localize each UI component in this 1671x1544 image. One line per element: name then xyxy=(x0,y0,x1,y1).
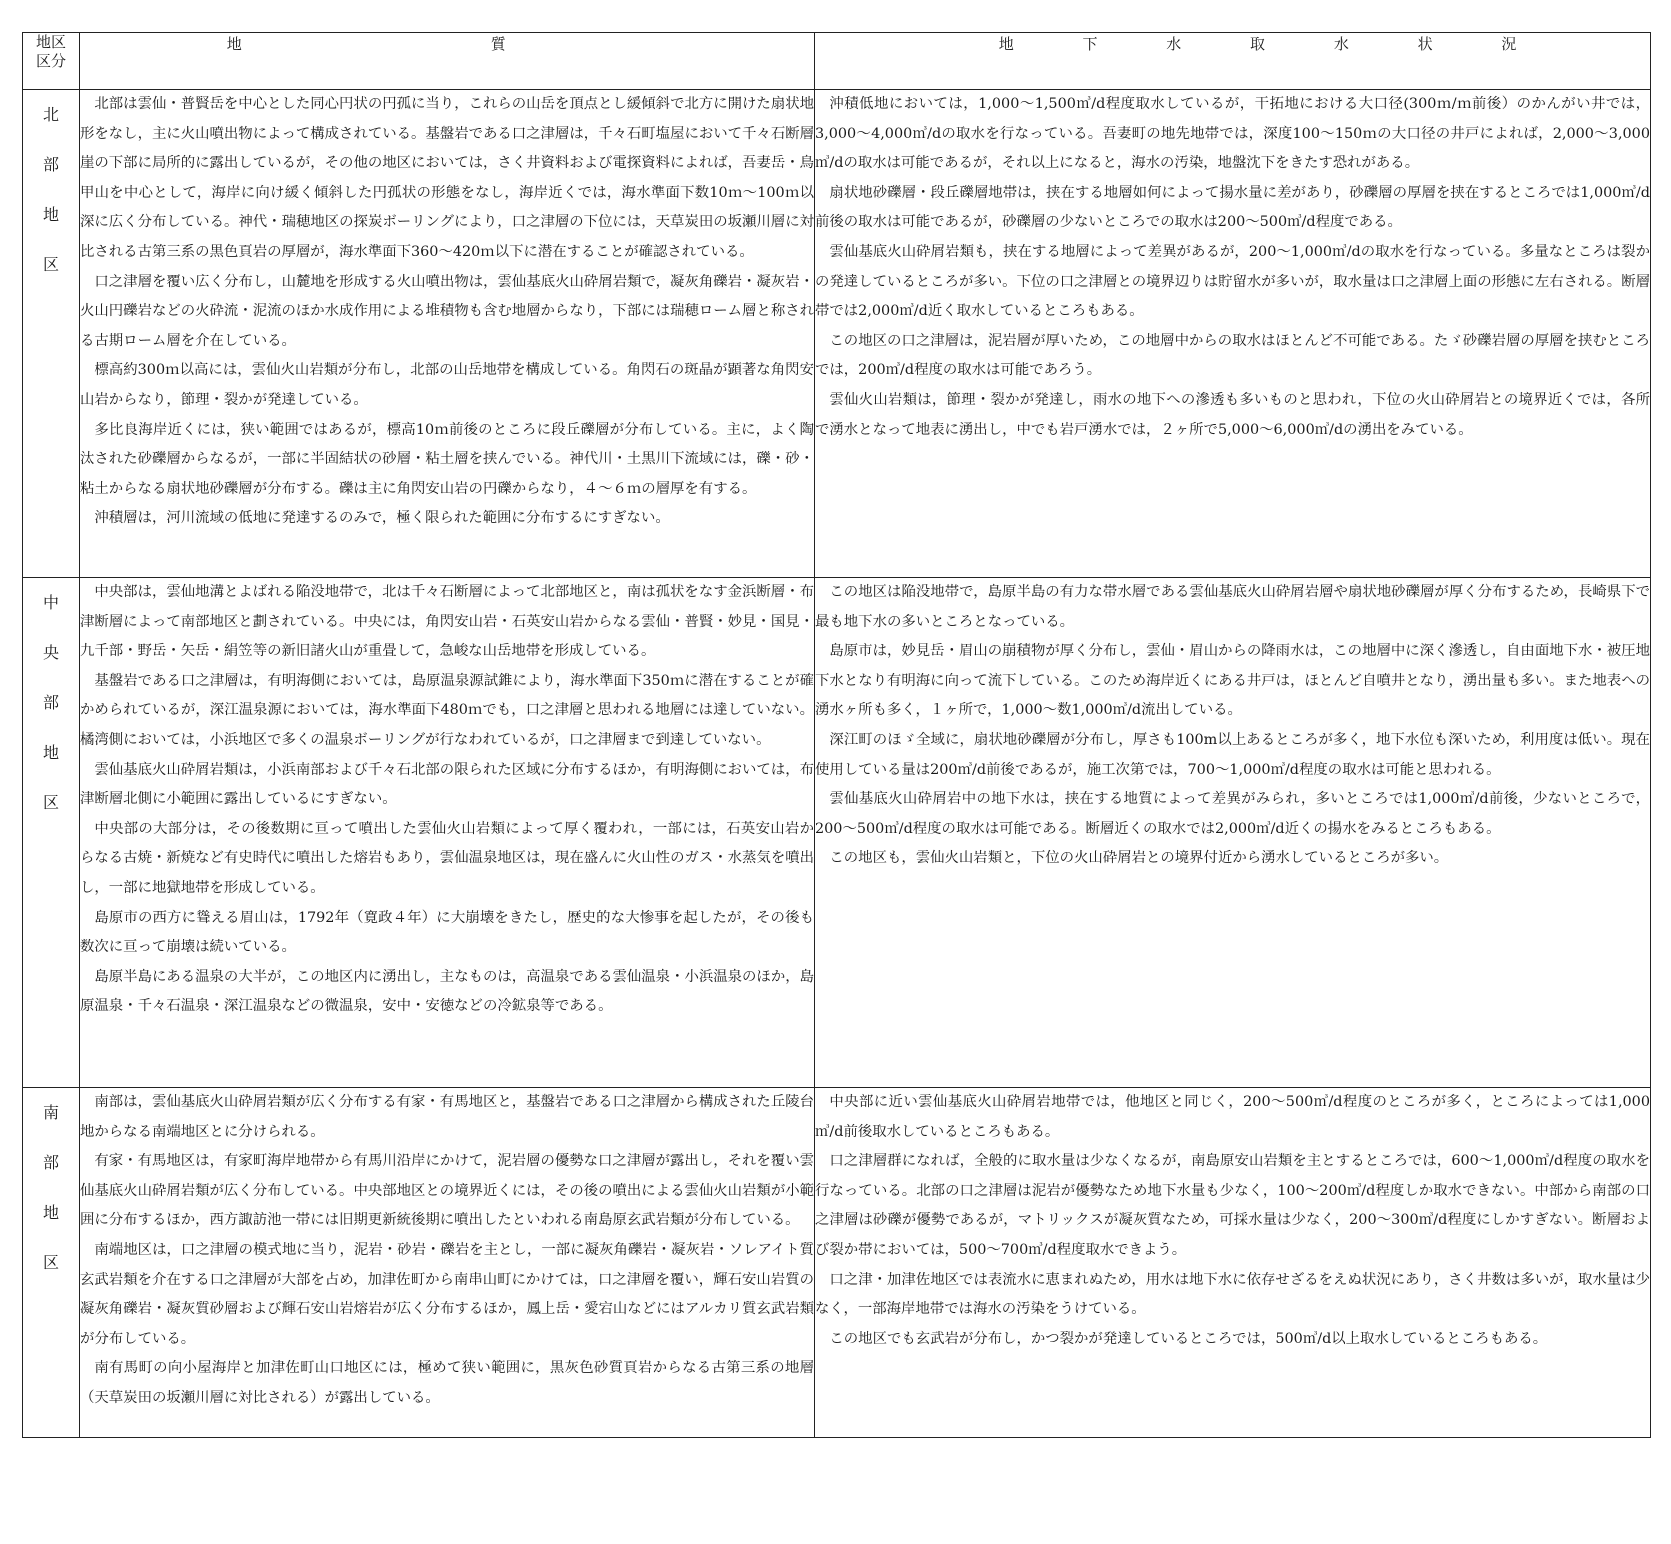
header-water-char: 下 xyxy=(1082,35,1098,53)
paragraph: 口之津層群になれば，全般的に取水量は少なくなるが，南島原安山岩類を主とするところでは，600～1,000㎥/d程度の取水を行なっている。北部の口之津層は泥岩が優勢なため地下水量も少なく，100～200㎥/d程度しか取水できない。中部から南部の口之津層は砂礫が優勢であるが，マトリックスが凝灰質なため，可採水量は少なく，200～300㎥/d程度にしかすぎない。断層および裂か帯においては，500～700㎥/d程度取水できよう。 xyxy=(815,1153,1650,1258)
district-central xyxy=(23,578,80,1088)
paragraph: 南部は，雲仙基底火山砕屑岩類が広く分布する有家・有馬地区と，基盤岩である口之津層から構成された丘陵台地からなる南端地区とに分けられる。 xyxy=(80,1094,814,1140)
geology-groundwater-table xyxy=(22,32,1651,1438)
groundwater-central xyxy=(815,578,1651,1088)
paragraph: この地区でも玄武岩が分布し，かつ裂かが発達しているところでは，500㎥/d以上取水しているところもある。 xyxy=(829,1330,1548,1347)
header-groundwater xyxy=(815,33,1651,90)
district-char: 地 xyxy=(42,1203,59,1222)
district-char: 区 xyxy=(42,1253,59,1272)
district-south xyxy=(23,1088,80,1438)
district-char: 部 xyxy=(42,155,59,174)
paragraph: 雲仙基底火山砕屑岩類は，小浜南部および千々石北部の限られた区域に分布するほか，有明海側においては，布津断層北側に小範囲に露出しているにすぎない。 xyxy=(80,761,814,808)
paragraph: 沖積層は，河川流域の低地に発達するのみで，極く限られた範囲に分布するにすぎない。 xyxy=(94,510,670,527)
district-char: 央 xyxy=(42,643,59,662)
header-geology-char: 質 xyxy=(490,35,506,53)
paragraph: 中央部は，雲仙地溝とよばれる陥没地帯で，北は千々石断層によって北部地区と，南は孤状をなす金浜断層・布津断層によって南部地区と劃されている。中央には，角閃安山岩・石英安山岩からなる雲仙・普賢・妙見・国見・九千部・野岳・矢岳・絹笠等の新旧諸火山が重畳して，急峻な山岳地帯を形成している。 xyxy=(80,584,814,660)
geology-central xyxy=(80,578,815,1088)
paragraph: 南有馬町の向小屋海岸と加津佐町山口地区には，極めて狭い範囲に，黒灰色砂質頁岩からなる古第三系の地層（天草炭田の坂瀬川層に対比される）が露出している。 xyxy=(80,1360,814,1406)
header-district xyxy=(23,33,80,90)
district-char: 部 xyxy=(42,693,59,712)
header-water-char: 水 xyxy=(1166,35,1182,53)
geology-south xyxy=(80,1088,815,1438)
paragraph: この地区も，雲仙火山岩類と，下位の火山砕屑岩との境界付近から湧水しているところが多い。 xyxy=(829,850,1449,867)
paragraph: 島原市は，妙見岳・眉山の崩積物が厚く分布し，雲仙・眉山からの降雨水は，この地層中に深く滲透し，自由面地下水・被圧地下水となり有明海に向って流下している。このため海岸近くにある井戸は，ほとんど自噴井となり，湧出量も多い。また地表への湧水ヶ所も多く，１ヶ所で，1,000～数1,000㎥/d流出している。 xyxy=(815,643,1650,719)
paragraph: 口之津・加津佐地区では表流水に恵まれぬため，用水は地下水に依存せざるをえぬ状況にあり，さく井数は多いが，取水量は少なく，一部海岸地帯では海水の汚染をうけている。 xyxy=(815,1271,1650,1318)
paragraph: 扇状地砂礫層・段丘礫層地帯は，挟在する地層如何によって揚水量に差があり，砂礫層の厚層を挟在するところでは1,000㎥/d前後の取水は可能であるが，砂礫層の少ないところでの取水は200～500㎥/d程度である。 xyxy=(815,184,1650,231)
header-water-char: 況 xyxy=(1501,35,1517,53)
row-north xyxy=(23,90,1651,578)
header-water-char: 地 xyxy=(998,35,1014,53)
paragraph: 雲仙基底火山砕屑岩中の地下水は，挟在する地質によって差異がみられ，多いところでは1,000㎥/d前後，少ないところで，200～500㎥/d程度の取水は可能である。断層近くの取水では2,000㎥/d近くの揚水をみるところもある。 xyxy=(815,791,1650,837)
paragraph: 島原半島にある温泉の大半が，この地区内に湧出し，主なものは，高温泉である雲仙温泉・小浜温泉のほか，島原温泉・千々石温泉・深江温泉などの微温泉，安中・安徳などの冷鉱泉等である。 xyxy=(80,968,814,1015)
paragraph: 雲仙火山岩類は，節理・裂かが発達し，雨水の地下への滲透も多いものと思われ，下位の火山砕屑岩との境界近くでは，各所で湧水となって地表に湧出し，中でも岩戸湧水では，２ヶ所で5,000～6,000㎥/dの湧出をみている。 xyxy=(815,391,1650,438)
paragraph: 深江町のほゞ全域に，扇状地砂礫層が分布し，厚さも100m以上あるところが多く，地下水位も深いため，利用度は低い。現在使用している量は200㎥/d前後であるが，施工次第では，700～1,000㎥/d程度の取水は可能と思われる。 xyxy=(815,731,1650,778)
district-char: 部 xyxy=(42,1153,59,1172)
header-water-char: 水 xyxy=(1333,35,1349,53)
header-district-line1: 地区 xyxy=(35,33,66,51)
paragraph: 雲仙基底火山砕屑岩類も，挟在する地層によって差異があるが，200～1,000㎥/dの取水を行なっている。多量なところは裂かの発達しているところが多い。下位の口之津層との境界辺りは貯留水が多いが，取水量は口之津層上面の形態に左右される。断層帯では2,000㎥/d近く取水しているところもある。 xyxy=(815,243,1650,320)
district-char: 南 xyxy=(42,1103,59,1122)
paragraph: 口之津層を覆い広く分布し，山麓地を形成する火山噴出物は，雲仙基底火山砕屑岩類で，凝灰角礫岩・凝灰岩・火山円礫岩などの火砕流・泥流のほか水成作用による堆積物も含む地層からなり，下部には瑞穂ローム層と称される古期ローム層を介在している。 xyxy=(80,273,814,349)
paragraph: 南端地区は，口之津層の模式地に当り，泥岩・砂岩・礫岩を主とし，一部に凝灰角礫岩・凝灰岩・ソレアイト質玄武岩類を介在する口之津層が大部を占め，加津佐町から南串山町にかけては，口之津層を覆い，輝石安山岩質の凝灰角礫岩・凝灰質砂層および輝石安山岩熔岩が広く分布するほか，鳳上岳・愛宕山などにはアルカリ質玄武岩類が分布している。 xyxy=(80,1241,814,1347)
paragraph: 沖積低地においては，1,000～1,500㎥/d程度取水しているが，干拓地における大口径(300ｍ/ｍ前後）のかんがい井では，3,000～4,000㎥/dの取水を行なっている。吾妻町の地先地帯では，深度100～150ｍの大口径の井戸によれば，2,000～3,000㎥/dの取水は可能であるが，それ以上になると，海水の汚染，地盤沈下をきたす恐れがある。 xyxy=(815,96,1650,172)
paragraph: 島原市の西方に聳える眉山は，1792年（寛政４年）に大崩壊をきたし，歴史的な大惨事を起したが，その後も数次に亘って崩壊は続いている。 xyxy=(80,909,814,956)
paragraph: 有家・有馬地区は，有家町海岸地帯から有馬川沿岸にかけて，泥岩層の優勢な口之津層が露出し，それを覆い雲仙基底火山砕屑岩類が広く分布している。中央部地区との境界近くには，その後の噴出による雲仙火山岩類が小範囲に分布するほか，西方諏訪池一帯には旧期更新統後期に噴出したといわれる南島原玄武岩類が分布している。 xyxy=(80,1153,814,1229)
header-geology xyxy=(80,33,815,90)
header-water-char: 取 xyxy=(1250,35,1266,53)
paragraph: 北部は雲仙・普賢岳を中心とした同心円状の円孤に当り，これらの山岳を頂点とし緩傾斜で北方に開けた扇状地形をなし，主に火山噴出物によって構成されている。基盤岩である口之津層は，千々石町塩屋において千々石断層崖の下部に局所的に露出しているが，その他の地区においては，さく井資料および電探資料によれば，吾妻岳・鳥甲山を中心として，海岸に向け緩く傾斜した円孤状の形態をなし，海岸近くでは，海水準面下数10ｍ～100ｍ以深に広く分布している。神代・瑞穂地区の探炭ボーリングにより，口之津層の下位には，天草炭田の坂瀬川層に対比される古第三系の黒色頁岩の厚層が，海水準面下360～420ｍ以下に潜在することが確認されている。 xyxy=(80,96,814,260)
table-header-row xyxy=(23,33,1651,90)
row-central xyxy=(23,578,1651,1088)
district-char: 北 xyxy=(42,105,59,124)
district-char: 中 xyxy=(42,593,59,612)
paragraph: この地区の口之津層は，泥岩層が厚いため，この地層中からの取水はほとんど不可能である。たゞ砂礫岩層の厚層を挟むところでは，200㎥/d程度の取水は可能であろう。 xyxy=(815,332,1650,379)
groundwater-south xyxy=(815,1088,1651,1438)
district-char: 区 xyxy=(42,793,59,812)
header-geology-char: 地 xyxy=(226,35,242,53)
geology-north xyxy=(80,90,815,578)
paragraph: 中央部に近い雲仙基底火山砕屑岩地帯では，他地区と同じく，200～500㎥/d程度のところが多く，ところによっては1,000㎥/d前後取水しているところもある。 xyxy=(815,1094,1650,1140)
paragraph: 中央部の大部分は，その後数期に亘って噴出した雲仙火山岩類によって厚く覆われ，一部には，石英安山岩からなる古焼・新焼など有史時代に噴出した熔岩もあり，雲仙温泉地区は，現在盛んに火山性のガス・水蒸気を噴出し，一部に地獄地帯を形成している。 xyxy=(80,820,814,896)
paragraph: 標高約300ｍ以高には，雲仙火山岩類が分布し，北部の山岳地帯を構成している。角閃石の斑晶が顕著な角閃安山岩からなり，節理・裂かが発達している。 xyxy=(80,362,814,408)
paragraph: 多比良海岸近くには，狭い範囲ではあるが，標高10ｍ前後のところに段丘礫層が分布している。主に，よく陶汰された砂礫層からなるが，一部に半固結状の砂層・粘土層を挟んでいる。神代川・土黒川下流域には，礫・砂・粘土からなる扇状地砂礫層が分布する。礫は主に角閃安山岩の円礫からなり，４～６ｍの層厚を有する。 xyxy=(80,421,814,497)
header-water-char: 状 xyxy=(1417,35,1433,53)
header-district-line2: 区分 xyxy=(35,52,66,70)
district-char: 地 xyxy=(42,205,59,224)
groundwater-north xyxy=(815,90,1651,578)
paragraph: この地区は陥没地帯で，島原半島の有力な帯水層である雲仙基底火山砕屑岩層や扇状地砂礫層が厚く分布するため，長崎県下で最も地下水の多いところとなっている。 xyxy=(815,584,1650,630)
row-south xyxy=(23,1088,1651,1438)
district-north xyxy=(23,90,80,578)
district-char: 区 xyxy=(42,255,59,274)
district-char: 地 xyxy=(42,743,59,762)
paragraph: 基盤岩である口之津層は，有明海側においては，島原温泉源試錐により，海水準面下350ｍに潜在することが確かめられているが，深江温泉源においては，海水準面下480ｍでも，口之津層と思われる地層には達していない。橘湾側においては，小浜地区で多くの温泉ボーリングが行なわれているが，口之津層まで到達していない。 xyxy=(80,672,814,748)
